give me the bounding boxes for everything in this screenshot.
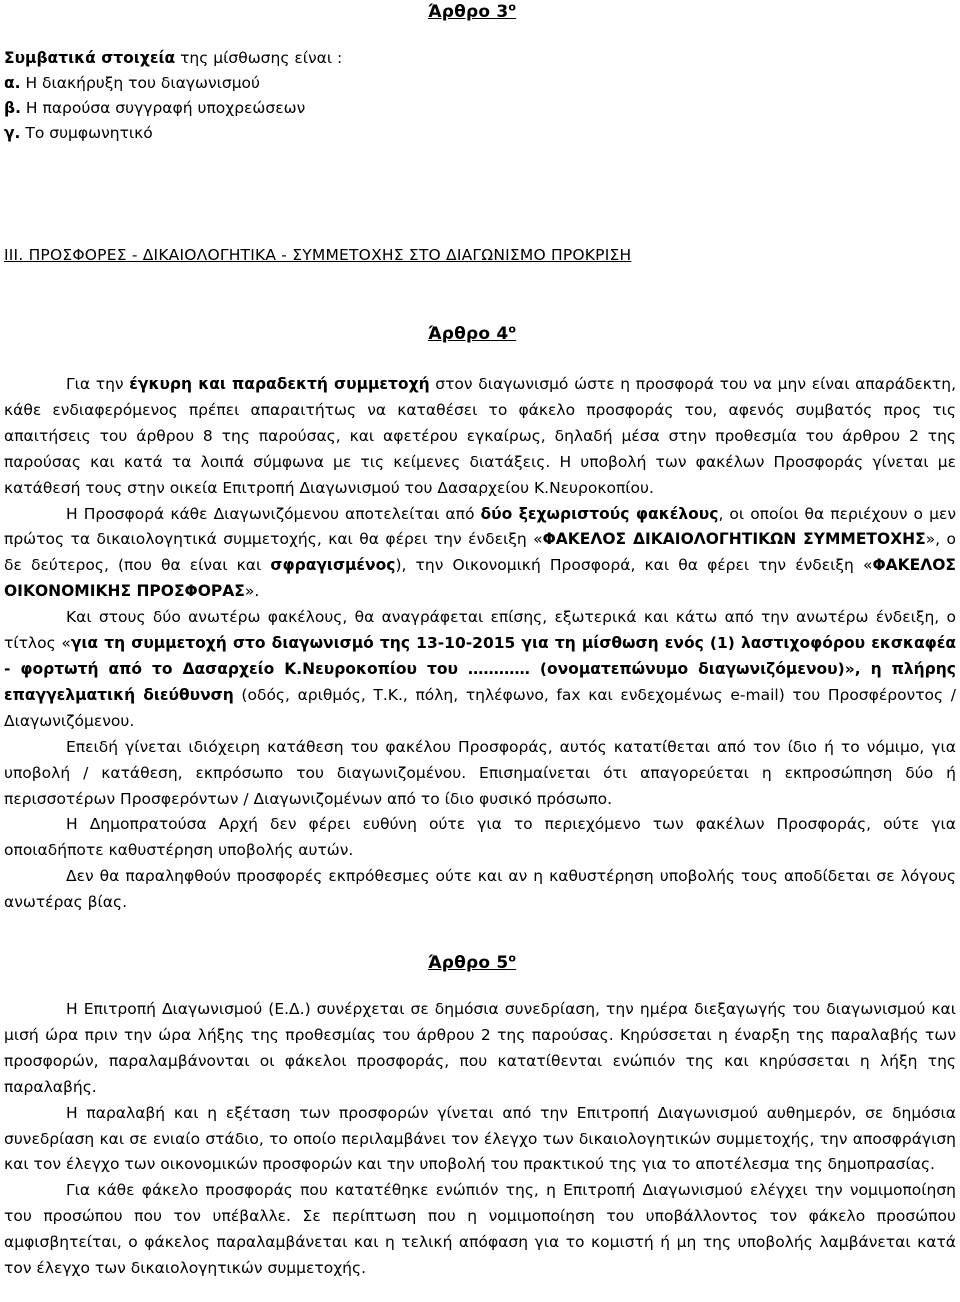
- article-4-paragraph-6: Δεν θα παραληφθούν προσφορές εκπρόθεσμες ούτε και αν η καθυστέρηση υποβολής τους αποδίδεται σε λόγους ανωτέρας βίας.: [4, 867, 956, 912]
- contract-documents-intro: [4, 46, 342, 71]
- article-4-paragraph-1: [4, 372, 956, 502]
- article-4-heading: [428, 324, 516, 344]
- article-5-heading-sup: ο: [508, 951, 517, 965]
- paragraph-text: ), την Οικονομική Προσφορά, και θα φέρει την ένδειξη «: [395, 556, 873, 575]
- list-item-text: Η διακήρυξη του διαγωνισμού: [20, 74, 261, 92]
- article-4-body: [4, 372, 956, 916]
- article-4-paragraph-2: [4, 502, 956, 606]
- paragraph-bold-text: δύο ξεχωριστούς φακέλους: [480, 504, 719, 523]
- paragraph-text: ».: [244, 582, 260, 601]
- paragraph-text: Και στους δύο ανωτέρω φακέλους, θα αναγράφεται επίσης, εξωτερικά και κάτω από την ανωτέρω ένδειξη, ο τίτλος «: [4, 608, 956, 653]
- paragraph-bold-text: σφραγισμένος: [270, 556, 396, 575]
- article-5-paragraph-3: Για κάθε φάκελο προσφοράς που κατατέθηκε ενώπιόν της, η Επιτροπή Διαγωνισμού ελέγχει την νομιμοποίηση του προσώπου που τον υπέβαλλε. Σε περίπτωση που η νομιμοποίηση του υποβάλλοντος τον φάκελο προσώπου αμφισβητείται, ο φάκελος παραλαμβάνεται και η τελική απόφαση για το κομιστή ή μη της υποβολής λαμβάνεται κατά τον έλεγχο των δικαιολογητικών συμμετοχής.: [4, 1181, 956, 1278]
- article-5-heading: [428, 953, 516, 973]
- paragraph-text: Για την: [66, 375, 130, 393]
- paragraph-text: Η Προσφορά κάθε Διαγωνιζόμενου αποτελείται από: [66, 504, 481, 523]
- article-4-heading-text: Άρθρο 4: [428, 324, 509, 344]
- paragraph-bold-text: ΦΑΚΕΛΟΣ ΔΙΚΑΙΟΛΟΓΗΤΙΚΩΝ ΣΥΜΜΕΤΟΧΗΣ: [542, 530, 926, 549]
- list-item-text: Η παρούσα συγγραφή υποχρεώσεων: [20, 99, 306, 117]
- paragraph-text: στον διαγωνισμό ώστε η προσφορά του να μην είναι απαράδεκτη, κάθε ενδιαφερόμενος πρέπει απαραιτήτως να καταθέσει το φάκελο προσφοράς του, αφενός συμβατός προς τις απαιτήσεις του άρθρου 8 της παρούσας, και αφετέρου εγκαίρως, δηλαδή μέσα στην προθεσμία του άρθρου 2 της παρούσας και κατά τα λοιπά σύμφωνα με τις κείμενες διατάξεις. Η υποβολή των φακέλων Προσφοράς γίνεται με κατάθεσή τους στην οικεία Επιτροπή Διαγωνισμού του Δασαρχείου Κ.Νευροκοπίου.: [4, 375, 957, 497]
- article-5-paragraph-2: Η παραλαβή και η εξέταση των προσφορών γίνεται από την Επιτροπή Διαγωνισμού αυθημερόν, σε δημόσια συνεδρίαση και σε ενιαίο στάδιο, το οποίο περιλαμβάνει τον έλεγχο των δικαιολογητικών συμμετοχής, την αποσφράγιση και τον έλεγχο των οικονομικών προσφορών και την υποβολή του πρακτικού της για το αποτέλεσμα της δημοπρασίας.: [4, 1103, 956, 1174]
- article-4-paragraph-3: [4, 605, 956, 735]
- contract-documents-intro-rest: της μίσθωσης είναι :: [175, 49, 343, 67]
- contract-documents-intro-bold: Συμβατικά στοιχεία: [4, 49, 176, 67]
- paragraph-bold-text: ΦΑΚΕΛΟΣ ΟΙΚΟΝΟΜΙΚΗΣ ΠΡΟΣΦΟΡΑΣ: [4, 556, 956, 601]
- list-item-text: Το συμφωνητικό: [20, 124, 153, 142]
- paragraph-bold-text: για τη συμμετοχή στο διαγωνισμό της 13-10-2015 για τη μίσθωση ενός (1) λαστιχοφόρου εκσκαφέα - φορτωτή από το Δασαρχείο Κ.Νευροκοπίου του ………… (ονοματεπώνυμο διαγωνιζόμενου)», η πλήρης επαγγελματική διεύθυνση: [4, 634, 956, 704]
- list-item: [4, 96, 342, 121]
- article-4-paragraph-5: Η Δημοπρατούσα Αρχή δεν φέρει ευθύνη ούτε για το περιεχόμενο των φακέλων Προσφοράς, ούτε για οποιαδήποτε καθυστέρηση υποβολής αυτών.: [4, 815, 956, 860]
- paragraph-bold-text: έγκυρη και παραδεκτή συμμετοχή: [129, 375, 430, 393]
- article-3-heading-text: Άρθρο 3: [428, 2, 509, 22]
- paragraph-text: (οδός, αριθμός, Τ.Κ., πόλη, τηλέφωνο, fax και ενδεχομένως e-mail) του Προσφέροντος / Διαγωνιζόμενου.: [4, 685, 956, 730]
- list-item: [4, 121, 342, 146]
- section-iii-title: ΙΙΙ. ΠΡΟΣΦΟΡΕΣ - ΔΙΚΑΙΟΛΟΓΗΤΙΚΑ - ΣΥΜΜΕΤΟΧΗΣ ΣΤΟ ΔΙΑΓΩΝΙΣΜΟ ΠΡΟΚΡΙΣΗ: [4, 246, 632, 264]
- list-item-letter: γ.: [4, 124, 21, 142]
- list-item-letter: β.: [4, 99, 21, 117]
- article-5-paragraph-1: Η Επιτροπή Διαγωνισμού (Ε.Δ.) συνέρχεται σε δημόσια συνεδρίαση, την ημέρα διεξαγωγής του διαγωνισμού και μισή ώρα πριν την ώρα λήξης της προθεσμίας του άρθρου 2 της παρούσας. Κηρύσσεται η έναρξη της παραλαβής των προσφορών, παραλαμβάνονται οι φάκελοι προσφοράς, που κατατίθενται ενώπιόν της και κηρύσσεται η λήξη της παραλαβής.: [4, 1000, 956, 1096]
- paragraph-text: , οι οποίοι θα περιέχουν ο μεν πρώτος τα δικαιολογητικά συμμετοχής, και θα φέρει την ένδειξη «: [4, 504, 956, 549]
- article-4-heading-sup: ο: [508, 322, 517, 336]
- list-item: [4, 71, 342, 96]
- article-5-body: [4, 997, 956, 1282]
- article-5-heading-text: Άρθρο 5: [428, 953, 509, 973]
- article-4-paragraph-4: Επειδή γίνεται ιδιόχειρη κατάθεση του φακέλου Προσφοράς, αυτός κατατίθεται από τον ίδιο ή το νόμιμο, για υποβολή / κατάθεση, εκπρόσωπο του διαγωνιζομένου. Επισημαίνεται ότι απαγορεύεται η εκπροσώπηση δύο ή περισσοτέρων Προσφερόντων / Διαγωνιζομένων από το ίδιο φυσικό πρόσωπο.: [4, 737, 956, 808]
- article-3-heading: [428, 2, 516, 22]
- list-item-letter: α.: [4, 74, 21, 92]
- contract-documents-list: [4, 46, 342, 146]
- article-3-heading-sup: ο: [508, 0, 517, 14]
- paragraph-text: », ο δε δεύτερος, (που θα είναι και: [4, 530, 957, 575]
